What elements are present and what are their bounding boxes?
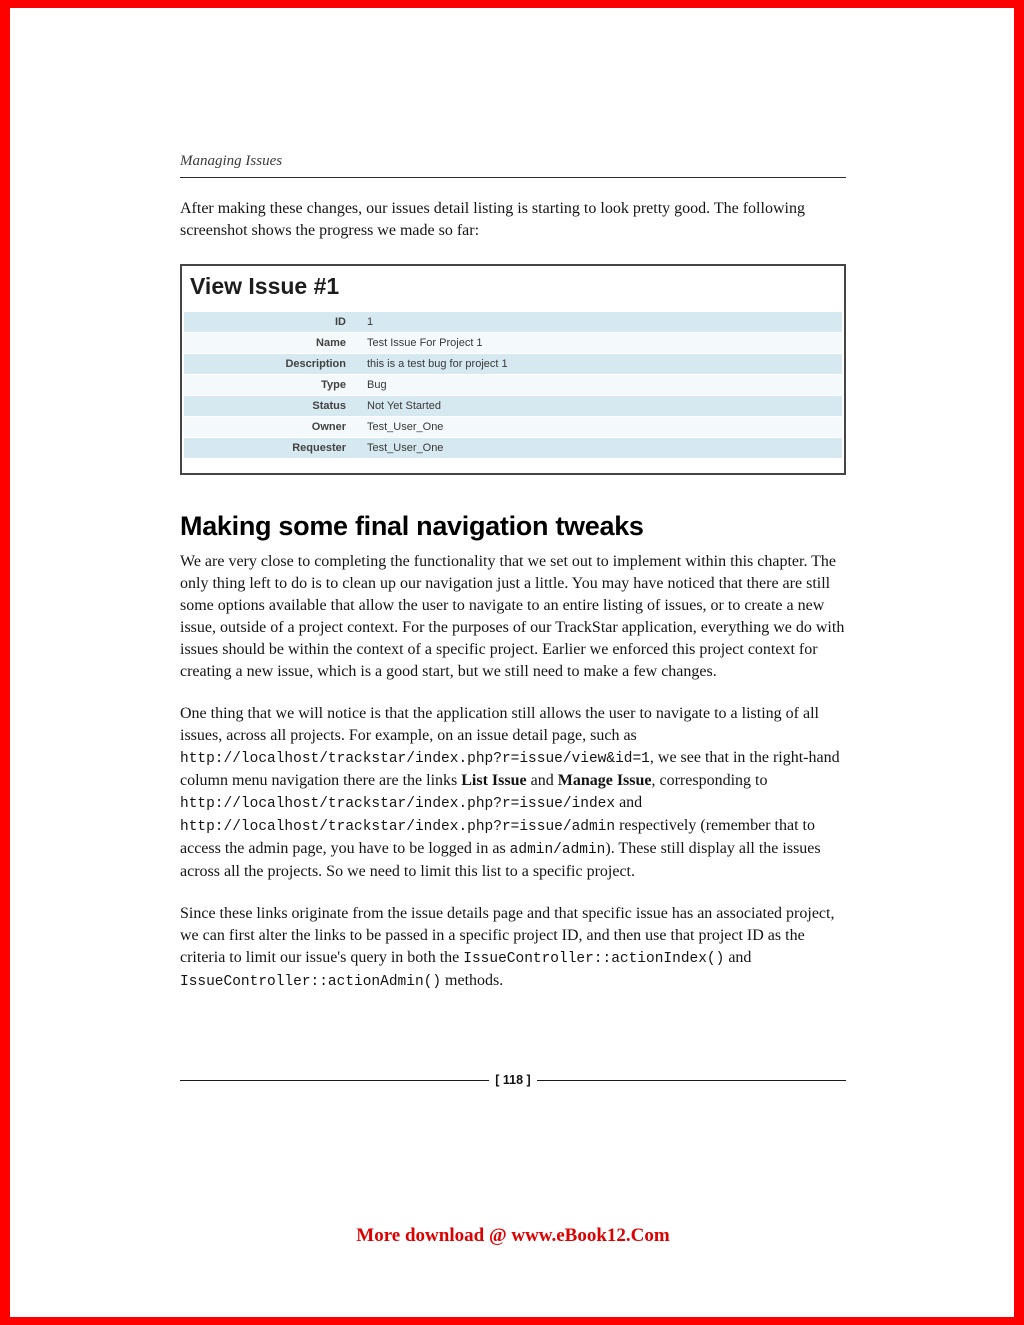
inline-code: http://localhost/trackstar/index.php?r=issue/admin	[180, 819, 616, 835]
inline-code: admin/admin	[509, 842, 606, 858]
paragraph-text: , corresponding to	[651, 772, 768, 789]
section-heading: Making some final navigation tweaks	[180, 511, 644, 541]
field-label: Requester	[184, 438, 358, 458]
paragraph-text: and	[615, 794, 643, 811]
bold-link-name: List Issue	[461, 772, 527, 789]
paragraph-text: One thing that we will notice is that the application still allows the user to navigate to a listing of all issues, across all projects. For example, on an issue detail page, such as	[180, 705, 819, 744]
page-number-rule-right	[537, 1080, 846, 1081]
body-paragraph-2	[180, 703, 846, 883]
table-row	[184, 396, 842, 416]
paragraph-text: ). These still display all the issues across all the projects. So we need to limit this list to a specific project.	[180, 840, 821, 880]
field-label: Owner	[184, 417, 358, 437]
ebook-watermark: More download @ www.eBook12.Com	[356, 1225, 670, 1246]
paragraph-text: respectively (remember that to access the admin page, you have to be logged in as	[180, 817, 815, 857]
bold-link-name: Manage Issue	[557, 772, 652, 789]
paragraph-text: , we see that in the right-hand column menu navigation there are the links	[180, 749, 840, 789]
body-paragraph-1	[180, 551, 846, 683]
paragraph-text: We are very close to completing the functionality that we set out to implement within this chapter. The only thing left to do is to clean up our navigation just a little. You may have noticed that there are still some options available that allow the user to navigate to an entire listing of issues, or to create a new issue, outside of a project context. For the purposes of our TrackStar application, everything we do with issues should be within the context of a specific project. Earlier we enforced this project context for creating a new issue, which is a good start, but we still need to make a few changes.	[180, 553, 845, 680]
paragraph-text: methods.	[441, 972, 504, 989]
body-paragraph-3	[180, 903, 846, 993]
inline-code: http://localhost/trackstar/index.php?r=issue/index	[180, 796, 616, 812]
paragraph-text: Since these links originate from the issue details page and that specific issue has an associated project, we can first alter the links to be passed in a specific project ID, and then use that project ID as the criteria to limit our issue's query in both the	[180, 905, 835, 966]
field-label: Status	[184, 396, 358, 416]
field-value: 1	[358, 312, 842, 332]
paragraph-text: and	[526, 772, 558, 789]
table-row	[184, 375, 842, 395]
issue-detail-table	[184, 311, 842, 459]
page-number-rule-left	[180, 1080, 489, 1081]
intro-paragraph	[180, 198, 846, 242]
inline-code: IssueController::actionIndex()	[463, 951, 725, 967]
field-value: Test Issue For Project 1	[358, 333, 842, 353]
field-value: Test_User_One	[358, 438, 842, 458]
issue-detail-screenshot	[180, 264, 846, 475]
table-row	[184, 438, 842, 458]
table-row	[184, 417, 842, 437]
table-row	[184, 312, 842, 332]
page-content	[180, 152, 846, 1247]
header-rule	[180, 177, 846, 178]
field-value: Bug	[358, 375, 842, 395]
chapter-title: Managing Issues	[180, 153, 283, 169]
page-number-row	[180, 1073, 846, 1087]
running-header	[180, 152, 846, 170]
field-value: this is a test bug for project 1	[358, 354, 842, 374]
inline-code: IssueController::actionAdmin()	[180, 974, 442, 990]
page-number: [ 118 ]	[495, 1073, 531, 1087]
field-label: ID	[184, 312, 358, 332]
intro-text: After making these changes, our issues detail listing is starting to look pretty good. The following screenshot shows the progress we made so far:	[180, 200, 805, 239]
table-row	[184, 354, 842, 374]
field-value: Test_User_One	[358, 417, 842, 437]
field-label: Name	[184, 333, 358, 353]
screenshot-title: View Issue #1	[190, 273, 340, 299]
inline-code: http://localhost/trackstar/index.php?r=issue/view&id=1	[180, 751, 650, 767]
table-row	[184, 333, 842, 353]
field-label: Description	[184, 354, 358, 374]
field-label: Type	[184, 375, 358, 395]
paragraph-text: and	[724, 949, 752, 966]
field-value: Not Yet Started	[358, 396, 842, 416]
